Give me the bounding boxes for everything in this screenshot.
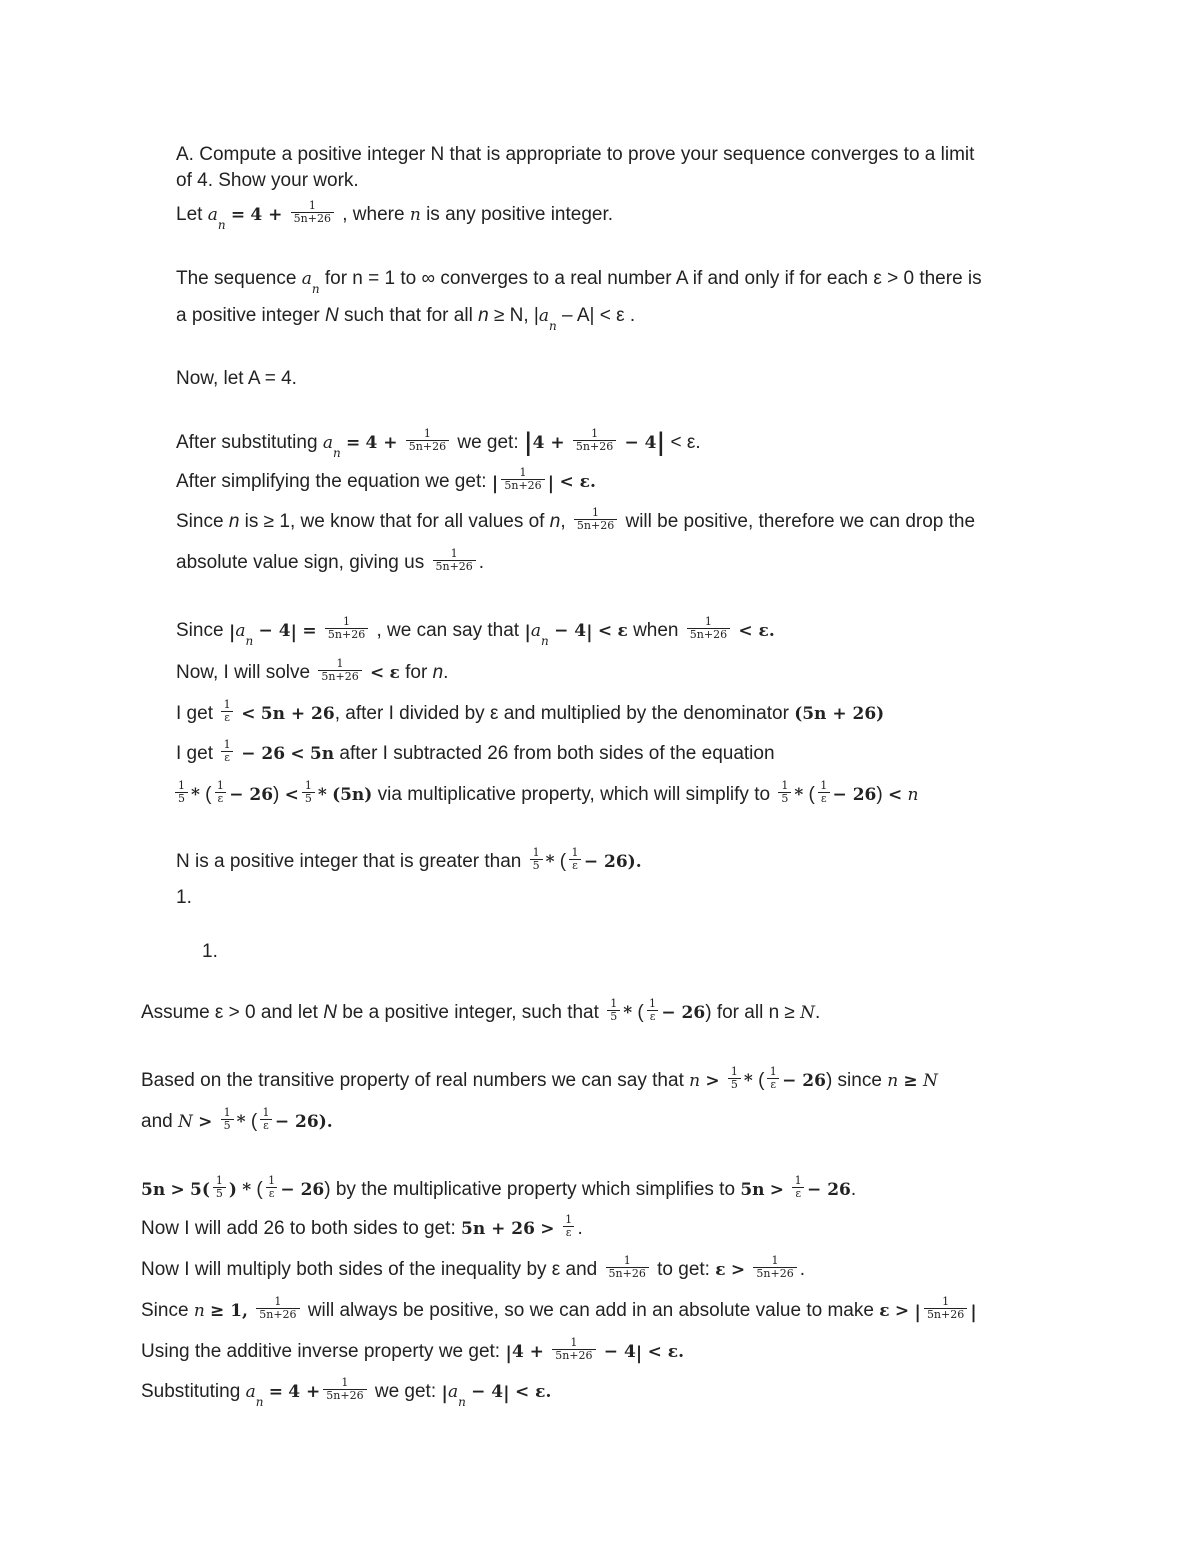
fraction: $\frac{1}{\varepsilon}$ bbox=[818, 780, 830, 805]
fraction: $\frac{1}{\varepsilon}$ bbox=[647, 998, 659, 1023]
fraction: $\frac{1}{\varepsilon}$ bbox=[563, 1214, 575, 1239]
fraction: $\frac{1}{5n+26}$ bbox=[501, 467, 544, 492]
absolute-value-sign: absolute value sign, giving us $\frac{1}{5n+26}$ . bbox=[176, 547, 485, 574]
since-abs-equal: Since $|a_n - 4|$ = $\frac{1}{5n+26}$ , we can say that $|a_n - 4| < \varepsilon$ when $\frac{1}{5n+26}$ < ε. bbox=[176, 615, 775, 648]
fraction: $\frac{1}{\varepsilon}$ bbox=[569, 847, 581, 872]
assume-line: Assume ε > 0 and let N be a positive integer, such that $\frac{1}{5}$ * ( $\frac{1}{\varepsilon}$ − 26) for all n ≥ N. bbox=[141, 997, 821, 1024]
fraction: $\frac{1}{5n+26}$ bbox=[318, 658, 361, 683]
now-let: Now, let A = 4. bbox=[176, 368, 297, 389]
additive-inverse-line: Using the additive inverse property we get: |4 + $\frac{1}{5n+26}$ − 4| < ε. bbox=[141, 1336, 685, 1364]
fraction: $\frac{1}{5}$ bbox=[607, 998, 620, 1023]
fraction: $\frac{1}{5n+26}$ bbox=[323, 1377, 366, 1402]
fraction: $\frac{1}{\varepsilon}$ bbox=[221, 699, 233, 724]
i-get-2: I get $\frac{1}{\varepsilon}$ − 26 < 5n after I subtracted 26 from both sides of the equation bbox=[176, 738, 775, 765]
fraction: $\frac{1}{5}$ bbox=[213, 1175, 226, 1200]
fraction: $\frac{1}{5}$ bbox=[175, 780, 188, 805]
fraction: $\frac{1}{5n+26}$ bbox=[552, 1337, 595, 1362]
fraction: $\frac{1}{5}$ bbox=[778, 780, 791, 805]
fraction: $\frac{1}{\varepsilon}$ bbox=[260, 1107, 272, 1132]
fraction: $\frac{1}{5}$ bbox=[728, 1066, 741, 1091]
fraction: $\frac{1}{5n+26}$ bbox=[256, 1296, 299, 1321]
multiplicative-simplify: 5n > 5( $\frac{1}{5}$ ) * ( $\frac{1}{\varepsilon}$ − 26) by the multiplicative property which simplifies to 5n > $\frac{1}{\varepsilon}$ − 26. bbox=[141, 1174, 857, 1201]
fraction: $\frac{1}{\varepsilon}$ bbox=[221, 739, 233, 764]
fraction: $\frac{1}{5n+26}$ bbox=[573, 428, 616, 453]
fraction: $\frac{1}{\varepsilon}$ bbox=[792, 1175, 804, 1200]
definition-line-1: The sequence $a_n$ for n = 1 to ∞ converges to a real number A if and only if for each ε > 0 there is bbox=[176, 268, 982, 296]
fraction: $\frac{1}{5}$ bbox=[221, 1107, 234, 1132]
now-solve: Now, I will solve $\frac{1}{5n+26}$ < ε for n. bbox=[176, 657, 449, 684]
multiplicative-property: $\frac{1}{5}$ * ( $\frac{1}{\varepsilon}$ − 26) < $\frac{1}{5}$ * (5n) via multiplicative property, which will simplify to $\frac{1}{5}$ * ( $\frac{1}{\varepsilon}$ − 26) < n bbox=[172, 782, 918, 808]
fraction: $\frac{1}{\varepsilon}$ bbox=[266, 1175, 278, 1200]
add-26-line: Now I will add 26 to both sides to get: 5n + 26 > $\frac{1}{\varepsilon}$ . bbox=[141, 1213, 583, 1240]
since-n-ge-1: Since n is ≥ 1, we know that for all values of n, $\frac{1}{5n+26}$ will be positive, therefore we can drop the bbox=[176, 506, 976, 533]
i-get-1: I get $\frac{1}{\varepsilon}$ < 5n + 26, after I divided by ε and multiplied by the denominator (5n + 26) bbox=[176, 698, 885, 725]
since-positive-line: Since n ≥ 1, $\frac{1}{5n+26}$ will always be positive, so we can add in an absolute value to make ε > | $\frac{1}{5n+26}$ | bbox=[141, 1295, 977, 1323]
nested-list-item-number: 1. bbox=[202, 941, 218, 962]
n-positive-integer: N is a positive integer that is greater than $\frac{1}{5}$ * ( $\frac{1}{\varepsilon}$ − 26). bbox=[176, 846, 642, 873]
fraction: $\frac{1}{5}$ bbox=[530, 847, 543, 872]
fraction: $\frac{1}{5n+26}$ bbox=[433, 548, 476, 573]
fraction: $\frac{1}{5n+26}$ bbox=[753, 1255, 796, 1280]
fraction: $\frac{1}{5}$ bbox=[302, 780, 315, 805]
fraction: $\frac{1}{5n+26}$ bbox=[687, 616, 730, 641]
transitive-line-2: and N > $\frac{1}{5}$ * ( $\frac{1}{\varepsilon}$ − 26). bbox=[141, 1106, 333, 1133]
fraction: $\frac{1}{5n+26}$ bbox=[325, 616, 368, 641]
list-item-number: 1. bbox=[176, 887, 192, 908]
after-simplifying: After simplifying the equation we get: | $\frac{1}{5n+26}$ | < ε. bbox=[176, 466, 596, 494]
definition-line-2: a positive integer N such that for all n ≥ N, $|a_n - A| < \varepsilon$ . bbox=[176, 305, 636, 333]
fraction: $\frac{1}{5n+26}$ bbox=[406, 428, 449, 453]
let-definition: Let $a_n = 4$ + $\frac{1}{5n+26}$ , where n is any positive integer. bbox=[176, 199, 614, 232]
heading-line-1: A. Compute a positive integer N that is appropriate to prove your sequence converges to a limit bbox=[176, 144, 975, 165]
fraction: $\frac{1}{\varepsilon}$ bbox=[215, 780, 227, 805]
fraction: $\frac{1}{5n+26}$ bbox=[291, 200, 334, 225]
fraction: $\frac{1}{\varepsilon}$ bbox=[767, 1066, 779, 1091]
fraction: $\frac{1}{5n+26}$ bbox=[606, 1255, 649, 1280]
after-substituting: After substituting $a_n = 4$ + $\frac{1}{5n+26}$ we get: |4 + $\frac{1}{5n+26}$ − 4| < ε. bbox=[176, 427, 701, 460]
transitive-line-1: Based on the transitive property of real numbers we can say that n > $\frac{1}{5}$ * ( $\frac{1}{\varepsilon}$ − 26) since n ≥ N bbox=[141, 1065, 938, 1092]
heading-line-2: of 4. Show your work. bbox=[176, 170, 359, 191]
multiply-line: Now I will multiply both sides of the inequality by ε and $\frac{1}{5n+26}$ to get: ε > $\frac{1}{5n+26}$ . bbox=[141, 1254, 805, 1281]
substituting-line: Substituting $a_n = 4$ + $\frac{1}{5n+26}$ we get: $|a_n - 4| < \varepsilon$. bbox=[141, 1376, 552, 1409]
fraction: $\frac{1}{5n+26}$ bbox=[924, 1296, 967, 1321]
fraction: $\frac{1}{5n+26}$ bbox=[574, 507, 617, 532]
